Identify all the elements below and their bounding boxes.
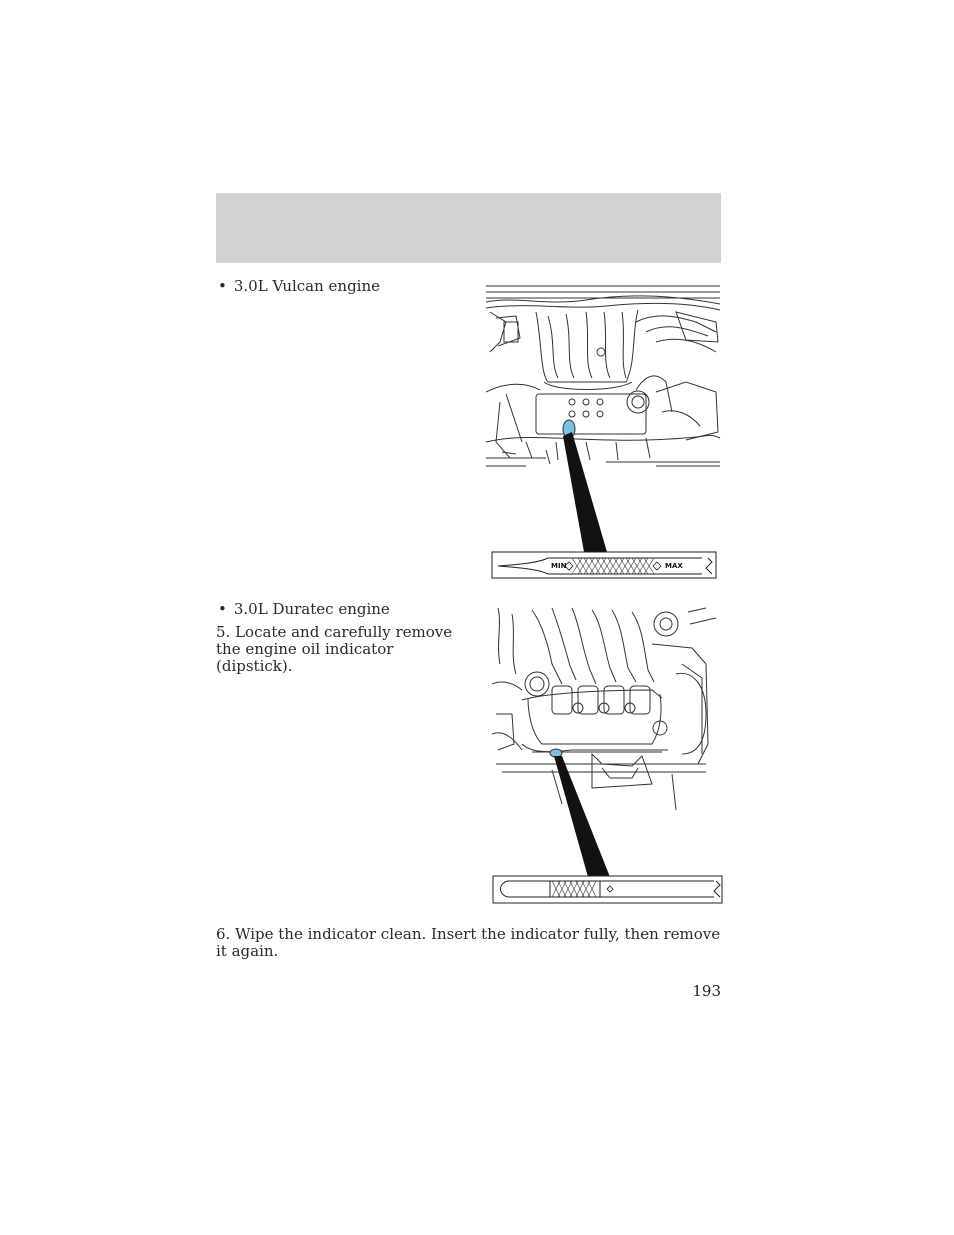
page-number: 193 <box>692 982 721 1000</box>
vulcan-engine-illustration <box>486 282 722 582</box>
step-5-text: 5. Locate and carefully remove the engine oil indicator (dipstick). <box>216 623 453 675</box>
vulcan-dipstick <box>492 552 716 578</box>
dipstick-callout-pointer-duratec <box>554 756 610 877</box>
dipstick-min-label: MIN <box>551 562 567 570</box>
duratec-engine-illustration <box>492 604 724 906</box>
section-header-band <box>216 193 721 263</box>
duratec-engine-item: • 3.0L Duratec engine <box>218 601 458 618</box>
dipstick-max-label: MAX <box>665 562 683 570</box>
dipstick-location-highlight-duratec <box>550 749 562 757</box>
vulcan-engine-item: • 3.0L Vulcan engine <box>218 278 458 295</box>
step-6-text: 6. Wipe the indicator clean. Insert the indicator fully, then remove it again. <box>216 925 721 960</box>
dipstick-callout-pointer <box>563 432 607 552</box>
duratec-dipstick <box>493 876 722 903</box>
